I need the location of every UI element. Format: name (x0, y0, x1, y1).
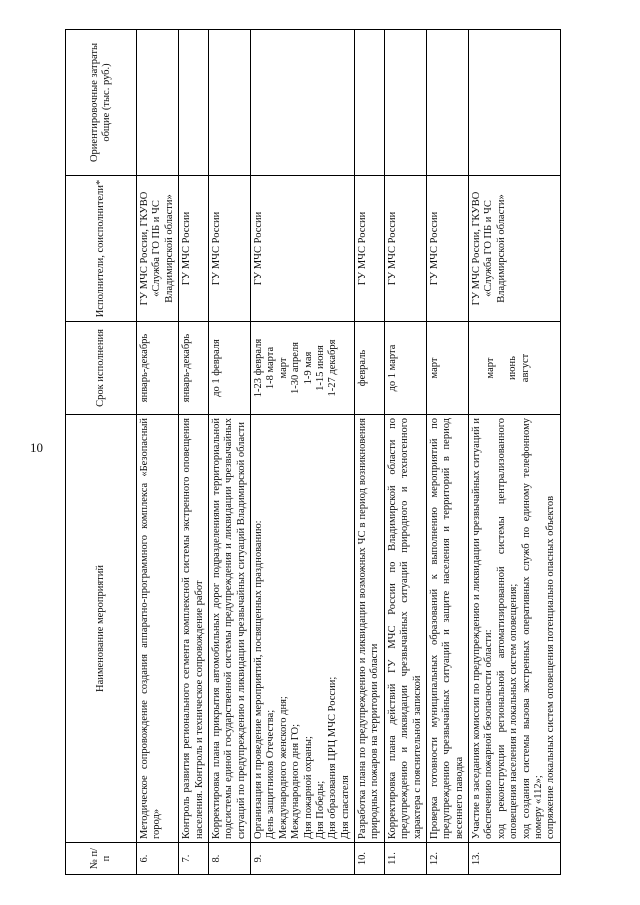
page-number: 10 (30, 440, 43, 455)
list-item: Дня пожарной охраны; (302, 736, 314, 839)
table-row (384, 30, 426, 875)
row-name: Корректировка плана прикрытия автомобильных дорог подразделениями территориальной подсистемы единой государственной системы предупреждения и ликвидации чрезвычайных ситуаций по предупреждению и ликвидации чрезвычайных ситуаций Владимирской области (208, 415, 250, 843)
table-row (355, 30, 385, 875)
row-name (469, 415, 561, 843)
row-cost (208, 30, 250, 176)
row-num: 13. (469, 843, 561, 875)
list-item: Дня образования ЦРЦ МЧС России; (327, 676, 339, 839)
row-exec: ГУ МЧС России, ГКУВО «Служба ГО ПБ и ЧС Владимирской области» (469, 176, 561, 322)
term-item: 1-8 марта (265, 346, 277, 390)
row-num: 7. (179, 843, 209, 875)
list-item: День защитников Отечества; (265, 709, 277, 839)
row-name-intro: Участие в заседаниях комиссии по предупреждению и ликвидации чрезвычайных ситуаций и обеспечению пожарной безопасности области: (471, 418, 495, 839)
row-exec: ГУ МЧС России (251, 176, 355, 322)
row-exec: ГУ МЧС России (355, 176, 385, 322)
table-row (469, 30, 561, 875)
row-cost (251, 30, 355, 176)
row-term: январь-декабрь (137, 322, 179, 415)
list-item: ход создания системы вызова экстренных оперативных служб по единому телефонному номеру «112»; (520, 418, 544, 839)
row-cost (426, 30, 468, 176)
row-num: 9. (251, 843, 355, 875)
row-cost (355, 30, 385, 176)
row-name: Корректировка плана действий ГУ МЧС России по Владимирской области по предупреждению и ликвидации чрезвычайных ситуаций природного и техногенного характера с пояснительной запиской (384, 415, 426, 843)
row-cost (179, 30, 209, 176)
row-name: Проверка готовности муниципальных образований к выполнению мероприятий по предупреждению чрезвычайных ситуаций и защите населения и территорий в период весеннего паводка (426, 415, 468, 843)
term-item: август (519, 353, 531, 383)
list-item: Дня Победы; (314, 780, 326, 839)
list-item: Дня спасателя (339, 775, 351, 839)
events-table (65, 29, 561, 875)
list-item: ход реконструкции региональной автоматизированной системы централизованного оповещения населения и локальных систем оповещения; (495, 418, 520, 839)
term-item: 1-23 февраля (253, 338, 264, 398)
table-row (208, 30, 250, 875)
row-exec: ГУ МЧС России (208, 176, 250, 322)
table-header-row (66, 30, 137, 875)
list-item: Международного женского дня; (277, 696, 289, 839)
table-row (179, 30, 209, 875)
list-item: Международного дня ГО; (290, 723, 302, 839)
header-num: № п/п (66, 843, 137, 875)
term-item: март (277, 357, 289, 379)
row-term: февраль (355, 322, 385, 415)
term-item: 1-30 апреля (290, 342, 302, 394)
row-num: 8. (208, 843, 250, 875)
row-num: 10. (355, 843, 385, 875)
row-num: 6. (137, 843, 179, 875)
row-term: до 1 февраля (208, 322, 250, 415)
row-exec: ГУ МЧС России (179, 176, 209, 322)
header-term: Срок исполнения (66, 322, 137, 415)
row-term: до 1 марта (384, 322, 426, 415)
header-name: Наименование мероприятий (66, 415, 137, 843)
row-cost (137, 30, 179, 176)
row-num: 11. (384, 843, 426, 875)
table-row (251, 30, 355, 875)
term-item: 1-9 мая (302, 351, 314, 385)
row-term: март (426, 322, 468, 415)
row-name: Разработка плана по предупреждению и ликвидации возможных ЧС в период возникновения природных пожаров на территории области (355, 415, 385, 843)
row-exec: ГУ МЧС России, ГКУВО «Служба ГО ПБ и ЧС Владимирской области» (137, 176, 179, 322)
term-item: март (485, 357, 496, 379)
row-name: Методическое сопровождение создания аппаратно-программного комплекса «Безопасный город» (137, 415, 179, 843)
row-exec: ГУ МЧС России (384, 176, 426, 322)
row-term: январь-декабрь (179, 322, 209, 415)
row-name: Контроль развития регионального сегмента комплексной системы экстренного оповещения населения. Контроль и техническое сопровождение работ (179, 415, 209, 843)
row-exec: ГУ МЧС России (426, 176, 468, 322)
row-term (469, 322, 561, 415)
term-item: июнь (507, 356, 519, 380)
term-item: 1-27 декабря (327, 339, 339, 397)
term-item: 1-15 июня (314, 345, 326, 391)
header-exec: Исполнители, соисполнители* (66, 176, 137, 322)
row-cost (384, 30, 426, 176)
row-term (251, 322, 355, 415)
header-cost: Ориентировочные затраты общие (тыс. руб.) (66, 30, 137, 176)
table-row (137, 30, 179, 875)
row-num: 12. (426, 843, 468, 875)
table-row (426, 30, 468, 875)
row-name-intro: Организация и проведение мероприятий, посвященных празднованию: (253, 520, 264, 839)
list-item: сопряжение локальных систем оповещения потенциально опасных объектов (545, 495, 557, 839)
rotated-page-content (65, 30, 605, 875)
row-cost (469, 30, 561, 176)
row-name (251, 415, 355, 843)
